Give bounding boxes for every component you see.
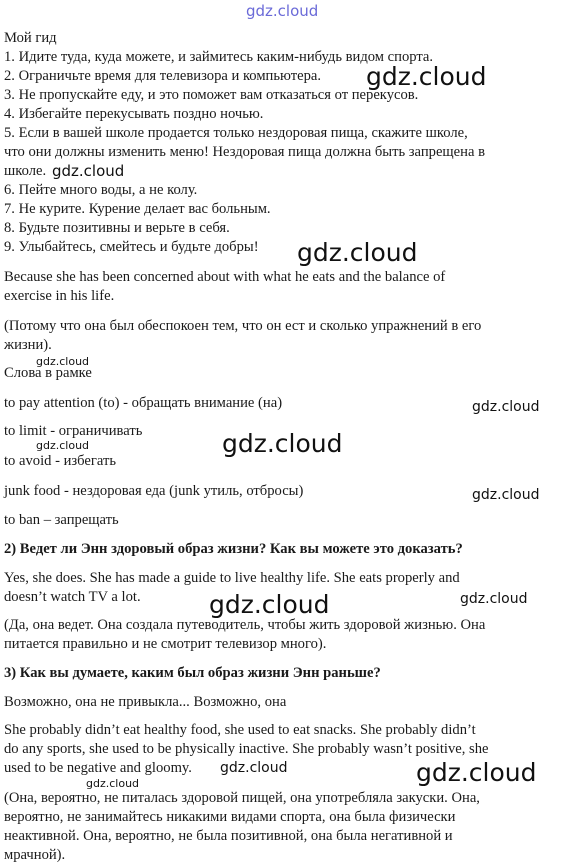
q3-intro: Возможно, она не привыкла... Возможно, она — [4, 694, 287, 710]
q2-en-line: doesn’t watch TV a lot. — [4, 589, 141, 605]
answer1-ru-line: жизни). — [4, 337, 52, 353]
q2-question: 2) Ведет ли Энн здоровый образ жизни? Как вы можете это доказать? — [4, 541, 463, 557]
vocab-item: to pay attention (to) - обращать внимание (на) — [4, 395, 283, 411]
q3-en-line: do any sports, she used to be physically inactive. She probably wasn’t positive, she — [4, 741, 489, 757]
watermark: gdz.cloud — [86, 777, 140, 790]
vocab-item: to avoid - избегать — [4, 453, 116, 469]
guide-item: 6. Пейте много воды, а не колу. — [4, 182, 198, 198]
answer1-en-line: Because she has been concerned about with what he eats and the balance of — [4, 269, 446, 285]
q3-ru-line: вероятно, не занимайтесь никакими видами спорта, она была физически — [4, 809, 456, 825]
vocab-title: Слова в рамке — [4, 365, 92, 381]
watermark: gdz.cloud — [297, 238, 418, 267]
watermark-top: gdz.cloud — [246, 2, 319, 20]
q3-en-line: used to be negative and gloomy. — [4, 760, 192, 776]
watermark: gdz.cloud — [416, 758, 537, 787]
watermark: gdz.cloud — [366, 62, 487, 91]
vocab-item: to ban – запрещать — [4, 512, 119, 528]
q2-en-line: Yes, she does. She has made a guide to live healthy life. She eats properly and — [4, 570, 460, 586]
guide-item: что они должны изменить меню! Нездоровая пища должна быть запрещена в — [4, 144, 485, 160]
watermark: gdz.cloud — [222, 429, 343, 458]
guide-item: 9. Улыбайтесь, смейтесь и будьте добры! — [4, 239, 259, 255]
q3-ru-line: (Она, вероятно, не питалась здоровой пищей, она употребляла закуски. Она, — [4, 790, 480, 806]
watermark: gdz.cloud — [52, 162, 125, 180]
guide-item: 1. Идите туда, куда можете, и займитесь каким-нибудь видом спорта. — [4, 49, 434, 65]
guide-item: 4. Избегайте перекусывать поздно ночью. — [4, 106, 264, 122]
q3-question: 3) Как вы думаете, каким был образ жизни Энн раньше? — [4, 665, 381, 681]
answer1-ru-line: (Потому что она был обеспокоен тем, что он ест и сколько упражнений в его — [4, 318, 482, 334]
guide-item: 8. Будьте позитивны и верьте в себя. — [4, 220, 230, 236]
watermark: gdz.cloud — [472, 399, 540, 415]
guide-item: 3. Не пропускайте еду, и это поможет вам отказаться от перекусов. — [4, 87, 419, 103]
watermark: gdz.cloud — [472, 487, 540, 503]
q2-ru-line: питается правильно и не смотрит телевизор много). — [4, 636, 327, 652]
q2-ru-line: (Да, она ведет. Она создала путеводитель, чтобы жить здоровой жизнью. Она — [4, 617, 486, 633]
watermark: gdz.cloud — [460, 591, 528, 607]
vocab-item: junk food - нездоровая еда (junk утиль, отбросы) — [4, 483, 304, 499]
guide-item: 2. Ограничьте время для телевизора и компьютера. — [4, 68, 322, 84]
answer1-en-line: exercise in his life. — [4, 288, 115, 304]
watermark: gdz.cloud — [209, 590, 330, 619]
guide-item: 5. Если в вашей школе продается только нездоровая пища, скажите школе, — [4, 125, 468, 141]
watermark: gdz.cloud — [36, 439, 90, 452]
guide-item: школе. — [4, 163, 47, 179]
watermark: gdz.cloud — [36, 355, 90, 368]
guide-title: Мой гид — [4, 30, 57, 46]
q3-ru-line: неактивной. Она, вероятно, не была позитивной, она была негативной и — [4, 828, 453, 844]
q3-ru-line: мрачной). — [4, 847, 66, 863]
guide-item: 7. Не курите. Курение делает вас больным. — [4, 201, 271, 217]
vocab-item: to limit - ограничивать — [4, 423, 143, 439]
q3-en-line: She probably didn’t eat healthy food, she used to eat snacks. She probably didn’t — [4, 722, 476, 738]
watermark: gdz.cloud — [220, 760, 288, 776]
